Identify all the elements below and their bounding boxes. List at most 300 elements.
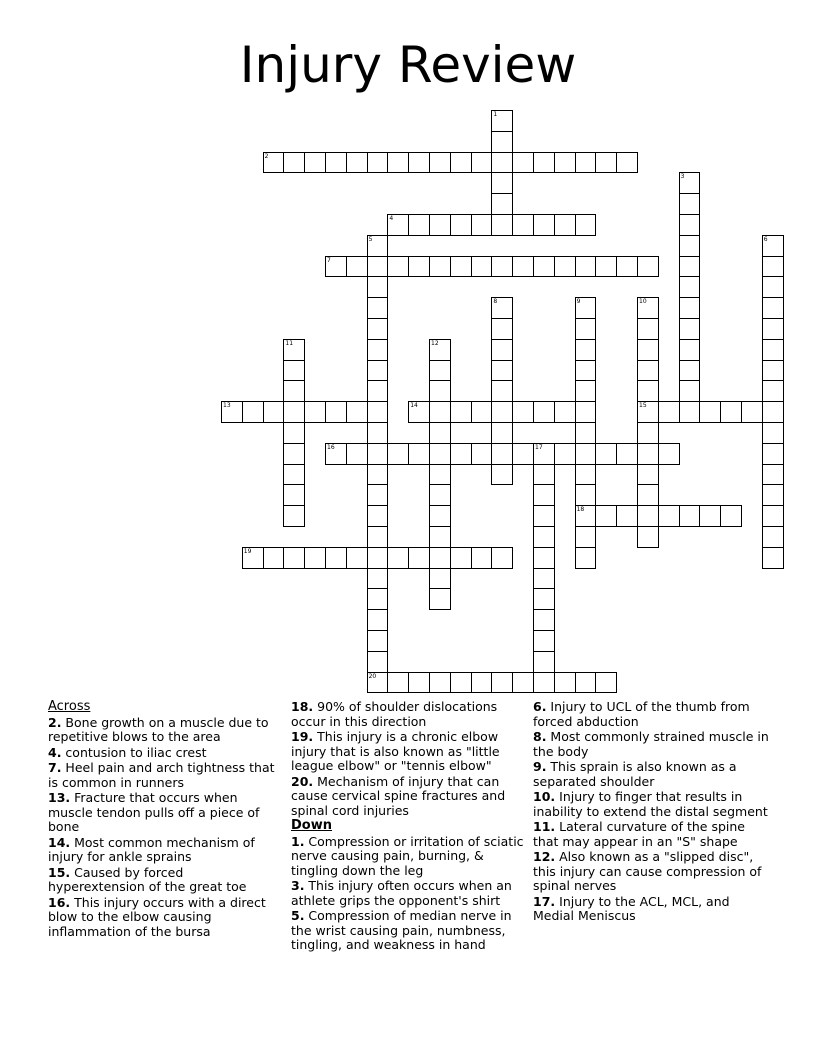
clue-number-label: 20. <box>291 773 314 789</box>
clue-number: 6 <box>763 235 768 243</box>
grid-cell[interactable] <box>491 422 513 444</box>
grid-cell[interactable] <box>616 152 638 174</box>
grid-cell[interactable] <box>367 360 389 382</box>
grid-cell[interactable] <box>429 672 451 694</box>
grid-cell[interactable] <box>699 401 721 423</box>
grid-cell[interactable] <box>679 297 701 319</box>
grid-cell[interactable] <box>367 484 389 506</box>
clue-number: 20 <box>368 672 377 680</box>
grid-cell[interactable] <box>679 172 701 194</box>
grid-cell[interactable] <box>575 526 597 548</box>
grid-cell[interactable] <box>325 256 347 278</box>
grid-cell[interactable] <box>637 297 659 319</box>
grid-cell[interactable] <box>367 505 389 527</box>
clue-text: Lateral curvature of the spine that may appear in an "S" shape <box>533 819 745 849</box>
grid-cell[interactable] <box>367 651 389 673</box>
clues-column-3 <box>533 700 773 925</box>
grid-cell[interactable] <box>450 443 472 465</box>
grid-cell[interactable] <box>637 256 659 278</box>
clue-text: Caused by forced hyperextension of the great toe <box>48 864 247 894</box>
clue-number-label: 1. <box>291 833 305 849</box>
grid-cell[interactable] <box>346 443 368 465</box>
clue-number-label: 14. <box>48 834 71 850</box>
grid-cell[interactable] <box>762 339 784 361</box>
grid-cell[interactable] <box>533 568 555 590</box>
grid-cell[interactable] <box>491 464 513 486</box>
clue-number-label: 6. <box>533 699 547 714</box>
grid-cell[interactable] <box>429 443 451 465</box>
grid-cell[interactable] <box>242 401 264 423</box>
clue-text: This injury occurs with a direct blow to the elbow causing inflammation of the bursa <box>48 894 266 939</box>
grid-cell[interactable] <box>304 401 326 423</box>
clue-text: This injury often occurs when an athlete grips the opponent's shirt <box>291 878 512 908</box>
grid-cell[interactable] <box>679 256 701 278</box>
grid-cell[interactable] <box>325 401 347 423</box>
grid-cell[interactable] <box>491 672 513 694</box>
grid-cell[interactable] <box>575 380 597 402</box>
grid-cell[interactable] <box>679 193 701 215</box>
clue-item <box>48 866 280 895</box>
grid-cell[interactable] <box>491 360 513 382</box>
clue-number: 13 <box>223 402 231 410</box>
grid-cell[interactable] <box>762 235 784 257</box>
grid-cell[interactable] <box>367 401 389 423</box>
clue-number-label: 16. <box>48 894 71 910</box>
grid-cell[interactable] <box>595 672 617 694</box>
clue-item <box>291 700 527 729</box>
grid-cell[interactable] <box>367 422 389 444</box>
clue-number: 8 <box>493 298 498 306</box>
grid-cell[interactable] <box>283 464 305 486</box>
clue-item <box>48 896 280 940</box>
clue-number-label: 8. <box>533 729 547 744</box>
grid-cell[interactable] <box>554 152 576 174</box>
grid-cell[interactable] <box>762 297 784 319</box>
grid-cell[interactable] <box>242 547 264 569</box>
clue-number: 17 <box>535 443 543 451</box>
clue-number-label: 5. <box>291 908 305 923</box>
clue-item <box>48 791 280 835</box>
clue-text: This injury is a chronic elbow injury that is also known as "little league elbow" or "tennis elbow" <box>291 729 500 773</box>
grid-cell[interactable] <box>283 152 305 174</box>
grid-cell[interactable] <box>679 276 701 298</box>
clue-number-label: 15. <box>48 864 71 880</box>
grid-cell[interactable] <box>637 464 659 486</box>
grid-cell[interactable] <box>679 339 701 361</box>
grid-cell[interactable] <box>637 422 659 444</box>
clue-number: 1 <box>493 111 498 118</box>
grid-cell[interactable] <box>263 401 285 423</box>
grid-cell[interactable] <box>637 505 659 527</box>
clue-item <box>533 790 773 819</box>
grid-cell[interactable] <box>325 152 347 174</box>
grid-cell[interactable] <box>471 152 493 174</box>
grid-cell[interactable] <box>575 214 597 236</box>
clues-column-2 <box>291 700 527 954</box>
grid-cell[interactable] <box>575 297 597 319</box>
grid-cell[interactable] <box>429 422 451 444</box>
grid-cell[interactable] <box>491 297 513 319</box>
grid-cell[interactable] <box>575 547 597 569</box>
clue-item <box>533 850 773 894</box>
clue-number-label: 12. <box>533 849 556 864</box>
grid-cell[interactable] <box>699 505 721 527</box>
grid-cell[interactable] <box>450 214 472 236</box>
grid-cell[interactable] <box>367 443 389 465</box>
grid-cell[interactable] <box>450 547 472 569</box>
grid-cell[interactable] <box>491 214 513 236</box>
clue-number-label: 19. <box>291 729 314 744</box>
grid-cell[interactable] <box>491 380 513 402</box>
clue-text: Bone growth on a muscle due to repetitive blows to the area <box>48 714 269 744</box>
grid-cell[interactable] <box>367 464 389 486</box>
grid-cell[interactable] <box>471 401 493 423</box>
grid-cell[interactable] <box>429 568 451 590</box>
grid-cell[interactable] <box>471 672 493 694</box>
clue-text: This sprain is also known as a separated shoulder <box>533 759 737 789</box>
grid-cell[interactable] <box>367 256 389 278</box>
grid-cell[interactable] <box>387 214 409 236</box>
grid-cell[interactable] <box>429 464 451 486</box>
grid-cell[interactable] <box>491 318 513 340</box>
grid-cell[interactable] <box>679 401 701 423</box>
clue-number: 2 <box>264 152 269 160</box>
grid-cell[interactable] <box>575 464 597 486</box>
grid-cell[interactable] <box>762 464 784 486</box>
grid-cell[interactable] <box>429 339 451 361</box>
grid-cell[interactable] <box>762 401 784 423</box>
grid-cell[interactable] <box>679 380 701 402</box>
clue-item <box>533 760 773 789</box>
clue-number-label: 4. <box>48 744 62 760</box>
grid-cell[interactable] <box>533 484 555 506</box>
clue-text: Injury to finger that results in inability to extend the distal segment <box>533 789 768 819</box>
grid-cell[interactable] <box>387 443 409 465</box>
grid-cell[interactable] <box>512 672 534 694</box>
clue-number: 5 <box>368 235 373 243</box>
clue-text: Compression of median nerve in the wrist causing pain, numbness, tingling, and weakness in hand <box>291 908 512 952</box>
grid-cell[interactable] <box>429 588 451 610</box>
grid-cell[interactable] <box>658 505 680 527</box>
clue-number-label: 13. <box>48 790 71 805</box>
grid-cell[interactable] <box>283 505 305 527</box>
clue-number: 14 <box>410 402 418 410</box>
grid-cell[interactable] <box>491 131 513 153</box>
grid-cell[interactable] <box>408 256 430 278</box>
grid-cell[interactable] <box>408 152 430 174</box>
clue-section-heading: Down <box>291 818 332 833</box>
grid-cell[interactable] <box>533 547 555 569</box>
grid-cell[interactable] <box>533 505 555 527</box>
grid-cell[interactable] <box>491 339 513 361</box>
grid-cell[interactable] <box>408 214 430 236</box>
clue-number: 9 <box>576 298 581 306</box>
grid-cell[interactable] <box>595 443 617 465</box>
grid-cell[interactable] <box>512 152 534 174</box>
grid-cell[interactable] <box>304 547 326 569</box>
grid-cell[interactable] <box>554 214 576 236</box>
grid-cell[interactable] <box>637 443 659 465</box>
grid-cell[interactable] <box>429 547 451 569</box>
grid-cell[interactable] <box>408 547 430 569</box>
grid-cell[interactable] <box>450 672 472 694</box>
clue-number: 12 <box>431 339 439 347</box>
clue-item <box>48 746 280 761</box>
grid-cell[interactable] <box>533 401 555 423</box>
clue-section-heading: Across <box>48 699 91 714</box>
grid-cell[interactable] <box>595 256 617 278</box>
grid-cell[interactable] <box>533 609 555 631</box>
clue-item <box>533 895 773 924</box>
grid-cell[interactable] <box>595 505 617 527</box>
clue-text: 90% of shoulder dislocations occur in this direction <box>291 699 498 729</box>
grid-cell[interactable] <box>637 401 659 423</box>
clue-text: Most common mechanism of injury for ankle sprains <box>48 834 255 864</box>
grid-cell[interactable] <box>491 547 513 569</box>
grid-cell[interactable] <box>637 339 659 361</box>
clue-number-label: 17. <box>533 893 556 909</box>
grid-cell[interactable] <box>367 568 389 590</box>
grid-cell[interactable] <box>637 526 659 548</box>
grid-cell[interactable] <box>533 672 555 694</box>
grid-cell[interactable] <box>554 256 576 278</box>
grid-cell[interactable] <box>554 401 576 423</box>
grid-cell[interactable] <box>387 256 409 278</box>
grid-cell[interactable] <box>429 256 451 278</box>
grid-cell[interactable] <box>346 152 368 174</box>
clue-number-label: 11. <box>533 819 556 834</box>
grid-cell[interactable] <box>367 339 389 361</box>
clue-text: Injury to the ACL, MCL, and Medial Meniscus <box>533 893 730 923</box>
grid-cell[interactable] <box>283 360 305 382</box>
grid-cell[interactable] <box>387 547 409 569</box>
grid-cell[interactable] <box>325 443 347 465</box>
clue-number: 16 <box>327 443 335 451</box>
grid-cell[interactable] <box>325 547 347 569</box>
grid-cell[interactable] <box>762 318 784 340</box>
clue-item <box>533 820 773 849</box>
grid-cell[interactable] <box>679 235 701 257</box>
grid-cell[interactable] <box>533 256 555 278</box>
clue-item <box>291 909 527 953</box>
grid-cell[interactable] <box>471 214 493 236</box>
grid-cell[interactable] <box>533 588 555 610</box>
grid-cell[interactable] <box>637 318 659 340</box>
grid-cell[interactable] <box>762 276 784 298</box>
grid-cell[interactable] <box>533 526 555 548</box>
grid-cell[interactable] <box>367 276 389 298</box>
clue-text: Fracture that occurs when muscle tendon pulls off a piece of bone <box>48 790 260 834</box>
grid-cell[interactable] <box>762 380 784 402</box>
grid-cell[interactable] <box>429 380 451 402</box>
grid-cell[interactable] <box>575 672 597 694</box>
grid-cell[interactable] <box>658 401 680 423</box>
grid-cell[interactable] <box>471 547 493 569</box>
clue-text: Heel pain and arch tightness that is common in runners <box>48 760 275 790</box>
grid-cell[interactable] <box>450 256 472 278</box>
grid-cell[interactable] <box>575 401 597 423</box>
grid-cell[interactable] <box>283 422 305 444</box>
grid-cell[interactable] <box>304 152 326 174</box>
grid-cell[interactable] <box>533 443 555 465</box>
grid-cell[interactable] <box>450 401 472 423</box>
grid-cell[interactable] <box>367 672 389 694</box>
grid-cell[interactable] <box>450 152 472 174</box>
grid-cell[interactable] <box>595 152 617 174</box>
grid-cell[interactable] <box>367 318 389 340</box>
grid-cell[interactable] <box>679 360 701 382</box>
clue-number-label: 2. <box>48 714 62 730</box>
grid-cell[interactable] <box>762 484 784 506</box>
grid-cell[interactable] <box>429 505 451 527</box>
grid-cell[interactable] <box>762 360 784 382</box>
grid-cell[interactable] <box>512 401 534 423</box>
grid-cell[interactable] <box>762 256 784 278</box>
clue-item <box>48 761 280 790</box>
grid-cell[interactable] <box>554 672 576 694</box>
grid-cell[interactable] <box>429 526 451 548</box>
grid-cell[interactable] <box>491 152 513 174</box>
grid-cell[interactable] <box>491 256 513 278</box>
grid-cell[interactable] <box>575 360 597 382</box>
grid-cell[interactable] <box>554 443 576 465</box>
grid-cell[interactable] <box>429 401 451 423</box>
grid-cell[interactable] <box>346 547 368 569</box>
grid-cell[interactable] <box>387 152 409 174</box>
grid-cell[interactable] <box>679 505 701 527</box>
grid-cell[interactable] <box>346 256 368 278</box>
clue-text: Most commonly strained muscle in the body <box>533 729 769 759</box>
clue-number-label: 10. <box>533 789 556 804</box>
grid-cell[interactable] <box>263 152 285 174</box>
grid-cell[interactable] <box>367 547 389 569</box>
grid-cell[interactable] <box>741 401 763 423</box>
page-title: Injury Review <box>239 36 577 94</box>
clue-number: 4 <box>389 215 394 222</box>
grid-cell[interactable] <box>283 443 305 465</box>
grid-cell[interactable] <box>679 214 701 236</box>
clue-item <box>291 835 527 879</box>
clue-number: 7 <box>327 256 331 264</box>
clue-item <box>291 879 527 908</box>
grid-cell[interactable] <box>637 380 659 402</box>
grid-cell[interactable] <box>762 547 784 569</box>
clue-number: 11 <box>285 339 294 347</box>
grid-cell[interactable] <box>575 443 597 465</box>
grid-cell[interactable] <box>762 505 784 527</box>
grid-cell[interactable] <box>637 484 659 506</box>
grid-cell[interactable] <box>575 484 597 506</box>
clue-number: 3 <box>680 173 685 181</box>
grid-cell[interactable] <box>283 380 305 402</box>
grid-cell[interactable] <box>471 256 493 278</box>
grid-cell[interactable] <box>575 256 597 278</box>
grid-cell[interactable] <box>616 256 638 278</box>
grid-cell[interactable] <box>367 380 389 402</box>
grid-cell[interactable] <box>429 152 451 174</box>
clue-text: Also known as a "slipped disc", this injury can cause compression of spinal nerves <box>533 849 762 893</box>
clue-text: Mechanism of injury that can cause cervical spine fractures and spinal cord injuries <box>291 773 506 818</box>
grid-cell[interactable] <box>491 110 513 132</box>
grid-cell[interactable] <box>533 630 555 652</box>
grid-cell[interactable] <box>367 609 389 631</box>
grid-cell[interactable] <box>658 443 680 465</box>
grid-cell[interactable] <box>346 401 368 423</box>
grid-cell[interactable] <box>491 443 513 465</box>
grid-cell[interactable] <box>762 443 784 465</box>
grid-cell[interactable] <box>533 464 555 486</box>
grid-cell[interactable] <box>575 505 597 527</box>
grid-cell[interactable] <box>387 672 409 694</box>
grid-cell[interactable] <box>533 214 555 236</box>
grid-cell[interactable] <box>263 547 285 569</box>
grid-cell[interactable] <box>283 484 305 506</box>
grid-cell[interactable] <box>616 443 638 465</box>
grid-cell[interactable] <box>367 630 389 652</box>
grid-cell[interactable] <box>637 360 659 382</box>
clue-number: 19 <box>243 547 252 555</box>
grid-cell[interactable] <box>616 505 638 527</box>
grid-cell[interactable] <box>283 339 305 361</box>
grid-cell[interactable] <box>720 505 742 527</box>
clue-number: 15 <box>639 402 647 410</box>
clue-number: 10 <box>639 298 647 306</box>
grid-cell[interactable] <box>533 651 555 673</box>
grid-cell[interactable] <box>408 443 430 465</box>
clue-text: Injury to UCL of the thumb from forced abduction <box>533 699 750 729</box>
grid-cell[interactable] <box>491 172 513 194</box>
grid-cell[interactable] <box>491 193 513 215</box>
clue-item <box>48 836 280 865</box>
grid-cell[interactable] <box>512 443 534 465</box>
grid-cell[interactable] <box>221 401 243 423</box>
grid-cell[interactable] <box>762 422 784 444</box>
grid-cell[interactable] <box>429 214 451 236</box>
clue-item <box>291 775 527 819</box>
grid-cell[interactable] <box>471 443 493 465</box>
grid-cell[interactable] <box>575 422 597 444</box>
grid-cell[interactable] <box>533 152 555 174</box>
grid-cell[interactable] <box>408 401 430 423</box>
grid-cell[interactable] <box>575 152 597 174</box>
clue-number-label: 3. <box>291 878 305 893</box>
grid-cell[interactable] <box>575 318 597 340</box>
grid-cell[interactable] <box>762 526 784 548</box>
grid-cell[interactable] <box>283 401 305 423</box>
grid-cell[interactable] <box>367 235 389 257</box>
grid-cell[interactable] <box>408 672 430 694</box>
clue-number-label: 7. <box>48 760 62 775</box>
grid-cell[interactable] <box>491 401 513 423</box>
clue-item <box>533 730 773 759</box>
grid-cell[interactable] <box>283 547 305 569</box>
clues-column-1 <box>48 700 280 940</box>
grid-cell[interactable] <box>367 526 389 548</box>
grid-cell[interactable] <box>512 214 534 236</box>
grid-cell[interactable] <box>429 484 451 506</box>
clue-number-label: 18. <box>291 699 314 714</box>
grid-cell[interactable] <box>429 360 451 382</box>
grid-cell[interactable] <box>679 318 701 340</box>
grid-cell[interactable] <box>367 588 389 610</box>
clue-item <box>533 700 773 729</box>
grid-cell[interactable] <box>367 152 389 174</box>
grid-cell[interactable] <box>575 339 597 361</box>
grid-cell[interactable] <box>512 256 534 278</box>
grid-cell[interactable] <box>367 297 389 319</box>
grid-cell[interactable] <box>720 401 742 423</box>
clue-number-label: 9. <box>533 759 547 774</box>
